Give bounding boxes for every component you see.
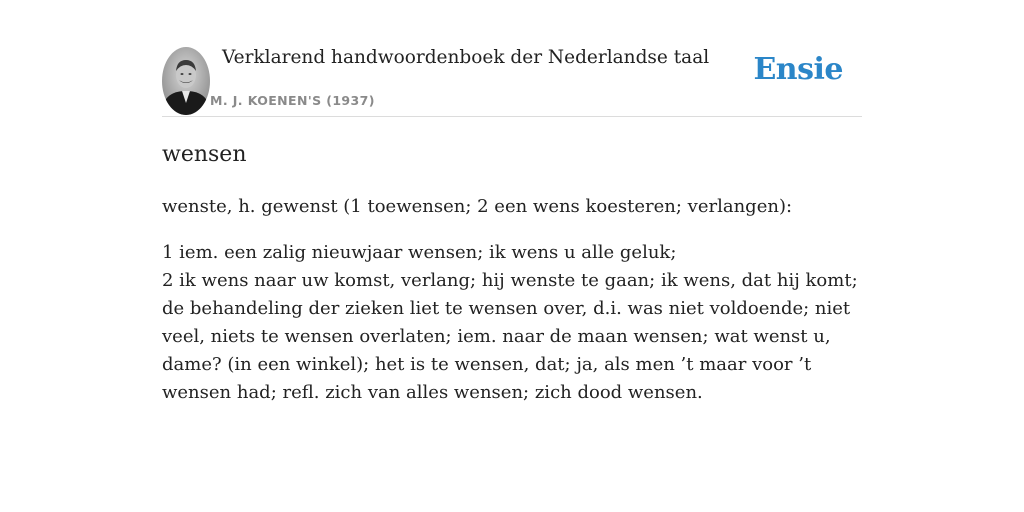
entry-sense-2: 2 ik wens naar uw komst, verlang; hij wenste te gaan; ik wens, dat hij komt; de behandeling der zieken liet te wensen over, d.i. was niet voldoende; niet veel, niets te wensen overlaten; iem. naar de maan wensen; wat wenst u, dame? (in een winkel); het is te wensen, dat; ja, als men ’t maar voor ’t wensen had; refl. zich van alles wensen; zich dood wensen. — [162, 270, 858, 403]
ensie-logo-link[interactable]: Ensie — [753, 52, 843, 87]
page-container — [162, 0, 862, 403]
dictionary-subtitle: M. J. KOENEN'S (1937) — [210, 93, 375, 108]
entry-forms: wenste, h. gewenst (1 toewensen; 2 een wens koesteren; verlangen): — [162, 196, 793, 217]
dictionary-title: Verklarend handwoordenboek der Nederlandse taal — [222, 47, 710, 68]
entry-headword: wensen — [162, 142, 247, 167]
dictionary-header — [162, 0, 862, 117]
author-portrait-icon — [162, 47, 210, 115]
entry-sense-1: 1 iem. een zalig nieuwjaar wensen; ik wens u alle geluk; — [162, 242, 677, 263]
entry-senses — [162, 239, 862, 407]
